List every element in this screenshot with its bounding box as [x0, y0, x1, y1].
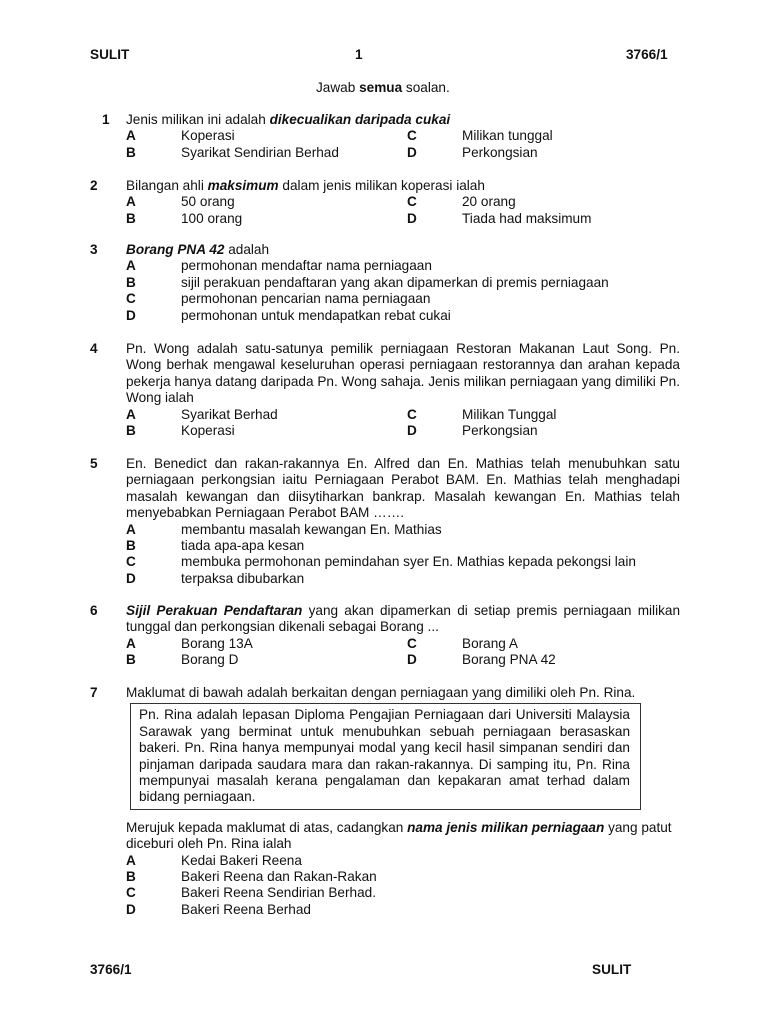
option-d[interactable]: [126, 571, 680, 587]
question-7: [90, 685, 680, 918]
instruction-bold: semua: [359, 80, 403, 95]
option-b[interactable]: [126, 275, 680, 291]
option-letter: A: [126, 635, 136, 651]
option-text: sijil perakuan pendaftaran yang akan dipamerkan di premis perniagaan: [181, 274, 609, 290]
stem-text-post: adalah: [224, 242, 270, 257]
option-text: tiada apa-apa kesan: [181, 538, 305, 554]
prompt-emphasis: nama jenis milikan perniagaan: [407, 819, 605, 835]
option-d[interactable]: [407, 423, 680, 439]
option-c[interactable]: [126, 554, 680, 570]
option-letter: A: [126, 406, 136, 422]
option-a[interactable]: [126, 853, 680, 869]
question-prompt: [126, 820, 680, 853]
option-letter: B: [126, 144, 136, 160]
option-letter: A: [126, 258, 136, 274]
option-letter: D: [407, 652, 417, 668]
stem-emphasis: maksimum: [207, 178, 279, 193]
stem-emphasis: Sijil Perakuan Pendaftaran: [126, 603, 303, 618]
option-letter: C: [407, 128, 417, 144]
question-stem: [126, 178, 680, 194]
option-letter: A: [126, 521, 136, 537]
option-text: permohonan pencarian nama perniagaan: [181, 291, 431, 307]
info-box: Pn. Rina adalah lepasan Diploma Pengajian Perniagaan dari Universiti Malaysia Sarawak yang berminat untuk menubuhkan sebuah perniagaan berasaskan bakeri. Pn. Rina hanya mempunyai modal yang kecil hasil simpanan sendiri dan pinjaman daripada saudara mara dan rakan-rakannya. Di samping itu, Pn. Rina mempunyai masalah kerana pengalaman dan kepakaran amat terhad dalam bidang perniagaan.: [130, 703, 641, 809]
option-a[interactable]: [126, 407, 407, 423]
footer-paper-code: 3766/1: [90, 962, 132, 977]
question-stem: [126, 603, 680, 636]
question-stem: [126, 242, 680, 258]
question-stem: En. Benedict dan rakan-rakannya En. Alfred dan En. Mathias telah menubuhkan satu perniagaan perkongsian iaitu Perniagaan Perabot BAM. En. Mathias telah menghadapi masalah kewangan dan diisytiharkan bankrap. Masalah kewangan En. Mathias telah menyebabkan Perniagaan Perabot BAM …….: [126, 456, 680, 521]
option-c[interactable]: [126, 291, 680, 307]
question-number: 6: [90, 603, 98, 618]
option-letter: B: [126, 869, 136, 885]
option-text: Borang 13A: [181, 635, 253, 651]
prompt-text: Merujuk kepada maklumat di atas, cadangkan: [126, 819, 408, 835]
question-number: 4: [90, 341, 98, 356]
instruction: [316, 80, 450, 95]
option-text: membantu masalah kewangan En. Mathias: [181, 521, 442, 537]
option-letter: D: [407, 144, 417, 160]
option-text: Bakeri Reena Berhad: [181, 901, 311, 917]
option-b[interactable]: [126, 211, 407, 227]
option-text: Milikan Tunggal: [462, 406, 557, 422]
stem-text: Bilangan ahli: [126, 178, 208, 193]
option-letter: C: [126, 554, 136, 570]
option-text: 100 orang: [181, 210, 243, 226]
question-stem: Pn. Wong adalah satu-satunya pemilik perniagaan Restoran Makanan Laut Song. Pn. Wong berhak mengawal keseluruhan operasi perniagaan restorannya dan arahan kepada pekerja hanya datang daripada Pn. Wong sahaja. Jenis milikan perniagaan yang dimiliki Pn. Wong ialah: [126, 341, 680, 406]
option-letter: B: [126, 652, 136, 668]
page-number: 1: [355, 47, 363, 62]
option-c[interactable]: [407, 128, 680, 144]
option-letter: C: [407, 635, 417, 651]
option-a[interactable]: [126, 194, 407, 210]
option-text: permohonan untuk mendapatkan rebat cukai: [181, 307, 451, 323]
option-letter: A: [126, 128, 136, 144]
options: [126, 522, 680, 588]
options: [126, 853, 680, 919]
option-text: Syarikat Berhad: [181, 406, 278, 422]
option-text: Milikan tunggal: [462, 128, 553, 144]
option-b[interactable]: [126, 423, 407, 439]
options: [126, 194, 680, 227]
option-d[interactable]: [407, 145, 680, 161]
stem-text-post: dalam jenis milikan koperasi ialah: [278, 178, 485, 193]
question-3: [90, 242, 680, 324]
option-text: Tiada had maksimum: [462, 210, 592, 226]
option-letter: B: [126, 538, 136, 554]
prompt-text-post: yang patut diceburi oleh Pn. Rina ialah: [126, 819, 672, 852]
question-stem: Maklumat di bawah adalah berkaitan dengan perniagaan yang dimiliki oleh Pn. Rina.: [126, 685, 636, 700]
question-number: 1: [102, 112, 110, 127]
option-letter: D: [407, 210, 417, 226]
option-letter: A: [126, 852, 136, 868]
stem-emphasis: dikecualikan daripada cukai: [269, 112, 451, 127]
question-4: [90, 341, 680, 439]
option-text: Perkongsian: [462, 423, 538, 439]
stem-text: Jenis milikan ini adalah: [126, 112, 270, 127]
question-number: 3: [90, 242, 98, 257]
options: [126, 128, 680, 161]
option-letter: D: [126, 307, 136, 323]
option-letter: C: [126, 291, 136, 307]
option-c[interactable]: [407, 194, 680, 210]
option-b[interactable]: [126, 538, 680, 554]
option-d[interactable]: [126, 308, 680, 324]
question-number: 7: [90, 685, 98, 700]
option-letter: C: [407, 194, 417, 210]
option-text: Borang D: [181, 652, 239, 668]
option-c[interactable]: [407, 407, 680, 423]
footer-sulit: SULIT: [592, 962, 632, 977]
option-letter: A: [126, 194, 136, 210]
option-b[interactable]: [126, 652, 407, 668]
option-text: terpaksa dibubarkan: [181, 570, 305, 586]
paper-code: 3766/1: [626, 47, 668, 62]
question-number: 5: [90, 456, 98, 471]
options: [126, 636, 680, 669]
option-text: Borang A: [462, 635, 518, 651]
question-stem: [126, 112, 680, 128]
option-a[interactable]: [126, 522, 680, 538]
question-5: [90, 456, 680, 587]
option-letter: B: [126, 210, 136, 226]
question-1: [90, 112, 680, 161]
option-text: 20 orang: [462, 194, 516, 210]
instruction-pre: Jawab: [316, 80, 360, 95]
option-c[interactable]: [126, 885, 680, 901]
option-b[interactable]: [126, 145, 407, 161]
option-text: Perkongsian: [462, 144, 538, 160]
option-d[interactable]: [407, 211, 680, 227]
option-d[interactable]: [407, 652, 680, 668]
option-a[interactable]: [126, 636, 407, 652]
stem-emphasis: Borang PNA 42: [126, 242, 225, 257]
option-text: Koperasi: [181, 128, 235, 144]
option-letter: C: [407, 406, 417, 422]
option-text: Kedai Bakeri Reena: [181, 852, 302, 868]
option-letter: C: [126, 885, 136, 901]
option-text: Bakeri Reena dan Rakan-Rakan: [181, 869, 377, 885]
option-text: membuka permohonan pemindahan syer En. Mathias kepada pekongsi lain: [181, 554, 636, 570]
option-text: Koperasi: [181, 423, 235, 439]
options: [126, 407, 680, 440]
option-d[interactable]: [126, 902, 680, 918]
question-number: 2: [90, 178, 98, 193]
option-letter: B: [126, 274, 136, 290]
option-a[interactable]: [126, 258, 680, 274]
option-b[interactable]: [126, 869, 680, 885]
options: [126, 258, 680, 324]
option-a[interactable]: [126, 128, 407, 144]
option-text: Bakeri Reena Sendirian Berhad.: [181, 885, 376, 901]
instruction-post: soalan.: [402, 80, 450, 95]
option-text: permohonan mendaftar nama perniagaan: [181, 258, 432, 274]
option-text: Borang PNA 42: [462, 652, 556, 668]
option-letter: D: [126, 570, 136, 586]
stem-text-post: yang akan dipamerkan di setiap premis perniagaan milikan tunggal dan perkongsian dikenali sebagai Borang ...: [126, 603, 681, 635]
option-c[interactable]: [407, 636, 680, 652]
option-letter: B: [126, 423, 136, 439]
option-letter: D: [126, 901, 136, 917]
header-sulit: SULIT: [90, 47, 130, 62]
option-text: 50 orang: [181, 194, 235, 210]
question-2: [90, 178, 680, 227]
option-letter: D: [407, 423, 417, 439]
question-6: [90, 603, 680, 669]
option-text: Syarikat Sendirian Berhad: [181, 144, 339, 160]
